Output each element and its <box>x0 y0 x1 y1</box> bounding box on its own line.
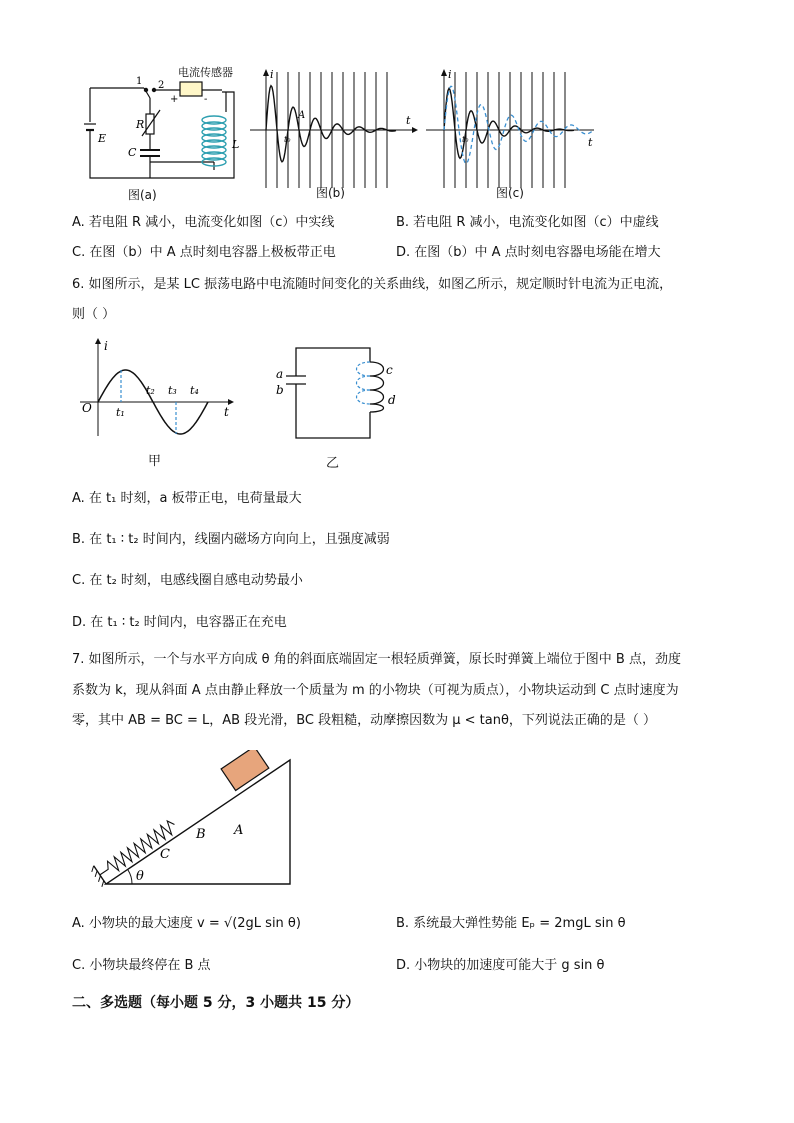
label-C: C <box>128 146 137 159</box>
q5-option-d[interactable]: D. 在图（b）中 A 点时刻电容器电场能在增大 <box>396 245 661 260</box>
label-L: L <box>232 138 240 151</box>
q7-option-d[interactable]: D. 小物块的加速度可能大于 g sin θ <box>396 958 605 973</box>
label-t0: t₀ <box>462 135 469 144</box>
origin-O: O <box>82 401 92 415</box>
q6-option-d[interactable]: D. 在 t₁ ∶ t₂ 时间内，电容器正在充电 <box>72 615 287 630</box>
figure-c-caption: 图(c) <box>496 186 524 200</box>
q5-option-b[interactable]: B. 若电阻 R 减小，电流变化如图（c）中虚线 <box>396 215 659 230</box>
tick-t4: t₄ <box>190 384 199 397</box>
axis-t: t <box>224 405 229 419</box>
figure-jia-caption: 甲 <box>148 454 162 469</box>
figure-b-caption: 图(b) <box>316 186 345 200</box>
q7-stem-line2: 系数为 k，现从斜面 A 点由静止释放一个质量为 m 的小物块（可视为质点），小物块运动到 C 点时速度为 <box>72 683 679 698</box>
q6-stem-line1: 6. 如图所示，是某 LC 振荡电路中电流随时间变化的关系曲线，如图乙所示，规定顺时针电流为正电流， <box>72 277 673 292</box>
figure-incline-spring <box>80 750 300 890</box>
q7-stem-line1: 7. 如图所示，一个与水平方向成 θ 角的斜面底端固定一根轻质弹簧，原长时弹簧上端位于图中 B 点，劲度 <box>72 652 681 667</box>
q6-option-b[interactable]: B. 在 t₁ ∶ t₂ 时间内，线圈内磁场方向向上，且强度减弱 <box>72 532 390 547</box>
coil-end-d: d <box>388 393 396 407</box>
plate-b: b <box>276 383 284 397</box>
point-B: B <box>196 827 206 842</box>
q6-stem-line2: 则（ ） <box>72 307 116 322</box>
q5-option-a[interactable]: A. 若电阻 R 减小，电流变化如图（c）中实线 <box>72 215 335 230</box>
tick-t2: t₂ <box>146 384 155 397</box>
q7-option-b[interactable]: B. 系统最大弹性势能 Eₚ = 2mgL sin θ <box>396 916 626 931</box>
figure-a-caption: 图(a) <box>128 188 157 202</box>
figure-a-circuit <box>84 62 244 202</box>
q6-option-a[interactable]: A. 在 t₁ 时刻，a 板带正电，电荷量最大 <box>72 491 302 506</box>
q5-option-c[interactable]: C. 在图（b）中 A 点时刻电容器上极板带正电 <box>72 245 336 260</box>
figure-yi-caption: 乙 <box>326 456 340 471</box>
q7-option-c[interactable]: C. 小物块最终停在 B 点 <box>72 958 211 973</box>
figure-b-damped-wave <box>246 66 422 202</box>
q7-option-a[interactable]: A. 小物块的最大速度 v = √(2gL sin θ) <box>72 916 301 931</box>
plate-a: a <box>276 367 284 381</box>
q6-option-c[interactable]: C. 在 t₂ 时刻，电感线圈自感电动势最小 <box>72 573 303 588</box>
incline <box>106 760 290 884</box>
q7-stem-line3: 零，其中 AB = BC = L，AB 段光滑，BC 段粗糙，动摩擦因数为 μ < tanθ，下列说法正确的是（ ） <box>72 713 657 728</box>
tick-t1: t₁ <box>116 406 125 419</box>
axis-i: i <box>270 68 274 81</box>
figure-yi-lc-circuit <box>270 340 410 476</box>
sensor-label: 电流传感器 <box>178 66 233 79</box>
sensor-minus: - <box>204 94 208 105</box>
angle-theta: θ <box>136 869 144 884</box>
figure-jia-sine <box>70 336 240 476</box>
label-R: R <box>136 118 145 131</box>
sensor-plus: + <box>170 94 179 105</box>
axis-t: t <box>406 114 411 127</box>
coil-end-c: c <box>386 363 393 377</box>
tick-t3: t₃ <box>168 384 177 397</box>
figure-c-waves <box>424 66 604 202</box>
point-A: A <box>298 110 306 121</box>
axis-t: t <box>588 136 593 149</box>
section-2-heading: 二、多选题（每小题 5 分，3 小题共 15 分） <box>72 995 360 1011</box>
switch-pos-2: 2 <box>158 80 165 91</box>
block <box>221 750 269 791</box>
axis-i: i <box>104 339 108 353</box>
axis-i: i <box>448 68 452 81</box>
label-E: E <box>98 132 107 145</box>
switch-pos-1: 1 <box>136 76 143 87</box>
label-t0: t₀ <box>284 135 291 144</box>
point-A: A <box>234 823 244 838</box>
point-C: C <box>160 847 170 862</box>
